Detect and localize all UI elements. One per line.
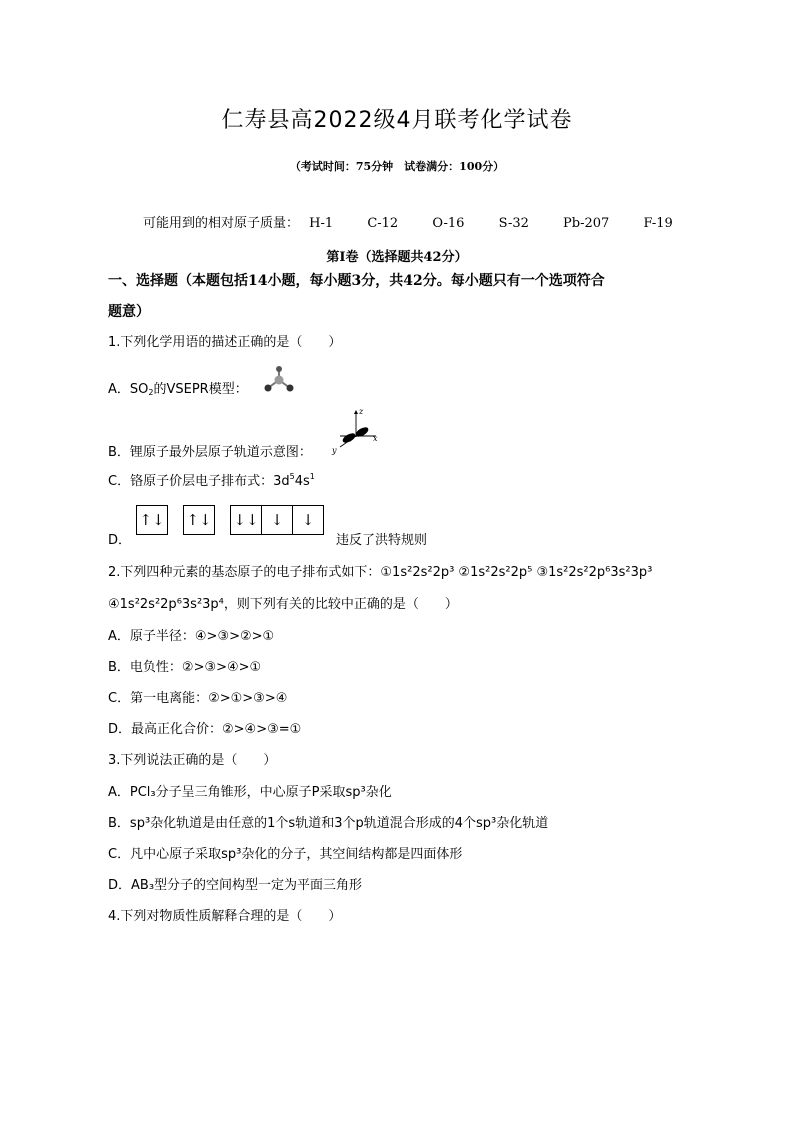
orbital-box: ↓: [262, 505, 293, 535]
q3-option-b: B．sp³杂化轨道是由任意的1个s轨道和3个p轨道混合形成的4个sp³杂化轨道: [108, 816, 549, 831]
section-heading-cont: 题意）: [108, 304, 150, 320]
orbital-box-group: [136, 505, 168, 535]
q1-option-d-suffix: 违反了洪特规则: [336, 533, 428, 548]
exam-title: 仁寿县高2022级4月联考化学试卷: [221, 108, 573, 133]
exam-subtitle: （考试时间：75分钟 试卷满分：100分）: [289, 160, 505, 173]
q2-stem: 2.下列四种元素的基态原子的电子排布式如下：①1s²2s²2p³ ②1s²2s²2p⁵ ③1s²2s²2p⁶3s²3p³: [108, 565, 653, 580]
q3-option-d: D．AB₃型分子的空间构型一定为平面三角形: [108, 878, 363, 893]
svg-text:z: z: [359, 407, 364, 416]
orbital-box: ↑↓: [183, 505, 215, 535]
mass-item: S-32: [498, 216, 529, 231]
mass-item: C-12: [367, 216, 399, 231]
mass-item: F-19: [643, 216, 673, 231]
q4-stem: 4.下列对物质性质解释合理的是（ ）: [108, 909, 342, 924]
q2-option-a: A．原子半径：④>③>②>①: [108, 629, 275, 644]
mass-item: O-16: [432, 216, 465, 231]
q1-option-c: C．铬原子价层电子排布式：$3d^54s^1$: [108, 472, 315, 489]
q1-option-d-prefix: D．: [108, 533, 132, 548]
q3-option-a: A．PCl₃分子呈三角锥形，中心原子P采取sp³杂化: [108, 785, 392, 800]
mass-item: Pb-207: [563, 216, 610, 231]
orbital-diagram-image: [330, 407, 382, 455]
orbital-box-group: [183, 505, 215, 535]
orbital-box: ↑↓: [136, 505, 168, 535]
volume-title: 第Ⅰ卷（选择题共42分）: [326, 250, 468, 265]
svg-text:x: x: [373, 434, 378, 443]
q2-option-d: D．最高正化合价：②>④>③=①: [108, 722, 302, 737]
q3-option-c: C．凡中心原子采取sp³杂化的分子，其空间结构都是四面体形: [108, 847, 463, 862]
section-heading: 一、选择题（本题包括14小题，每小题3分，共42分。每小题只有一个选项符合: [108, 273, 605, 289]
atomic-masses: [143, 212, 703, 231]
orbital-box-group: [230, 505, 324, 535]
mass-item: H-1: [309, 216, 334, 231]
orbital-box: ↓: [293, 505, 324, 535]
q1-option-b: B．锂原子最外层原子轨道示意图：: [108, 445, 312, 460]
vsepr-model-image: [262, 366, 296, 394]
q2-stem-cont: ④1s²2s²2p⁶3s²3p⁴，则下列有关的比较中正确的是（ ）: [108, 597, 458, 612]
q3-stem: 3.下列说法正确的是（ ）: [108, 753, 277, 768]
masses-label: 可能用到的相对原子质量：: [143, 216, 300, 231]
q1-stem: 1.下列化学用语的描述正确的是（ ）: [108, 335, 342, 350]
q2-option-b: B．电负性：②>③>④>①: [108, 660, 262, 675]
q1-option-a: A．$SO_2$的VSEPR模型：: [108, 382, 248, 397]
orbital-box: ↓↓: [230, 505, 262, 535]
q2-option-c: C．第一电离能：②>①>③>④: [108, 691, 288, 706]
svg-text:y: y: [332, 446, 337, 455]
